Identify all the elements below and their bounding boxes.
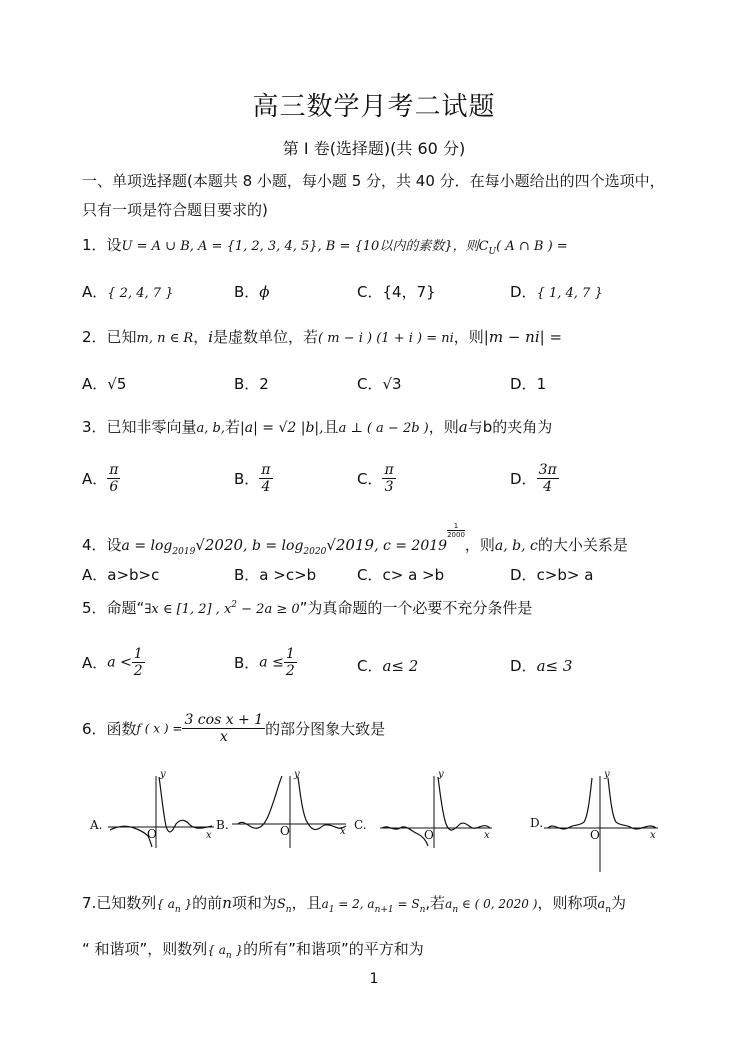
question-1-stem: 1．设U = A ∪ B, A = {1, 2, 3, 4, 5}, B = {10以内的素数}，则$C_U$( A ∩ B ) = (82, 236, 568, 257)
q2-option-c[interactable]: C．√3 (357, 375, 402, 393)
q5-option-a[interactable]: A．a < $\frac{1}{2}$ (82, 646, 143, 679)
question-7-stem-line2: “ 和谐项”，则数列{ $a_n$ }的所有”和谐项”的平方和为 (82, 940, 424, 961)
graph-b-x-label: x (340, 826, 346, 837)
question-5-stem: 5．命题“∃x ∈ [1, 2] , $x^2 - 2a \ge 0$”为真命题的一个必要不充分条件是 (82, 599, 533, 617)
page-title: 高三数学月考二试题 (252, 92, 496, 122)
graph-a[interactable] (86, 769, 218, 848)
page-number: 1 (369, 971, 379, 987)
question-4-stem: 4．设$a = \log_{2019}√2020$, $b = \log_{2020}√2019$, c = 2019 $\frac{1}{2000}$ ，则a, b, c的大小关系是 (82, 522, 628, 557)
graph-d-plot (528, 772, 660, 872)
graph-a-x-label: x (206, 830, 212, 841)
q5-option-d[interactable]: D．a≤ 3 (510, 657, 573, 675)
q1-option-c[interactable]: C．{4，7} (357, 283, 436, 301)
question-2-stem: 2．已知m, n ∈ R，i是虚数单位，若( m − i ) (1 + i ) = ni，则|m − ni| = (82, 328, 563, 346)
q1-option-a[interactable]: A．{ 2, 4, 7 } (82, 283, 174, 301)
graph-c-x-label: x (484, 830, 490, 841)
q1-option-d[interactable]: D．{ 1, 4, 7 } (510, 283, 603, 301)
q3-option-c[interactable]: C． $\frac{\pi}{3}$ (357, 462, 394, 495)
question-6-stem: 6．函数f ( x ) = $\frac{\text{3 cos x + 1}}{x}$ 的部分图象大致是 (82, 712, 386, 745)
graph-a-origin: O (147, 827, 157, 841)
graph-d-x-label: x (650, 830, 656, 841)
q4-option-b[interactable]: B．a >c>b (234, 566, 317, 584)
question-3-stem: 3．已知非零向量a, b,若|a| = √2 |b|,且a ⊥ ( a − 2b )，则a与b的夹角为 (82, 418, 553, 436)
section-instruction-line1: 一、单项选择题(本题共 8 小题，每小题 5 分，共 40 分．在每小题给出的四个选项中， (82, 172, 665, 190)
graph-b-origin: O (280, 824, 290, 838)
graph-a-y-label: y (160, 769, 166, 780)
q1-option-b[interactable]: B．ϕ (234, 283, 270, 301)
q2-option-b[interactable]: B．2 (234, 375, 269, 393)
graph-d[interactable] (528, 769, 660, 872)
graph-b[interactable] (214, 769, 350, 848)
q3-option-b[interactable]: B． $\frac{\pi}{4}$ (234, 462, 271, 495)
q2-option-d[interactable]: D．1 (510, 375, 547, 393)
graph-b-label: B. (216, 818, 229, 832)
graph-d-label: D. (530, 816, 544, 830)
graph-b-y-label: y (294, 769, 300, 780)
q5-option-b[interactable]: B．a ≤ $\frac{1}{2}$ (234, 646, 295, 679)
graph-c-plot (352, 772, 494, 848)
q5-option-c[interactable]: C．a≤ 2 (357, 657, 419, 675)
q3-option-a[interactable]: A． $\frac{\pi}{6}$ (82, 462, 119, 495)
graph-d-y-label: y (604, 769, 610, 780)
q4-option-d[interactable]: D．c>b> a (510, 566, 594, 584)
section-instruction-line2: 只有一项是符合题目要求的) (82, 201, 268, 219)
q3-option-d[interactable]: D． $\frac{3\pi}{4}$ (510, 462, 557, 495)
graph-c-label: C. (354, 818, 367, 832)
graph-a-label: A. (90, 818, 103, 832)
graph-c[interactable] (352, 769, 494, 848)
graph-d-origin: O (590, 828, 600, 842)
question-7-stem-line1: 7.已知数列{ $a_n$ }的前n项和为$S_n$，且$a_1 = 2$, $a_{n+1} = S_n$,若$a_n$ ∈ ( 0, 2020 )，则称项$a_n$为 (82, 894, 627, 915)
q4-option-a[interactable]: A．a>b>c (82, 566, 160, 584)
q2-option-a[interactable]: A．√5 (82, 375, 127, 393)
graph-c-origin: O (424, 828, 434, 842)
q4-option-c[interactable]: C．c> a >b (357, 566, 445, 584)
graph-c-y-label: y (438, 769, 444, 780)
page-subtitle: 第 I 卷(选择题)(共 60 分) (282, 139, 466, 158)
